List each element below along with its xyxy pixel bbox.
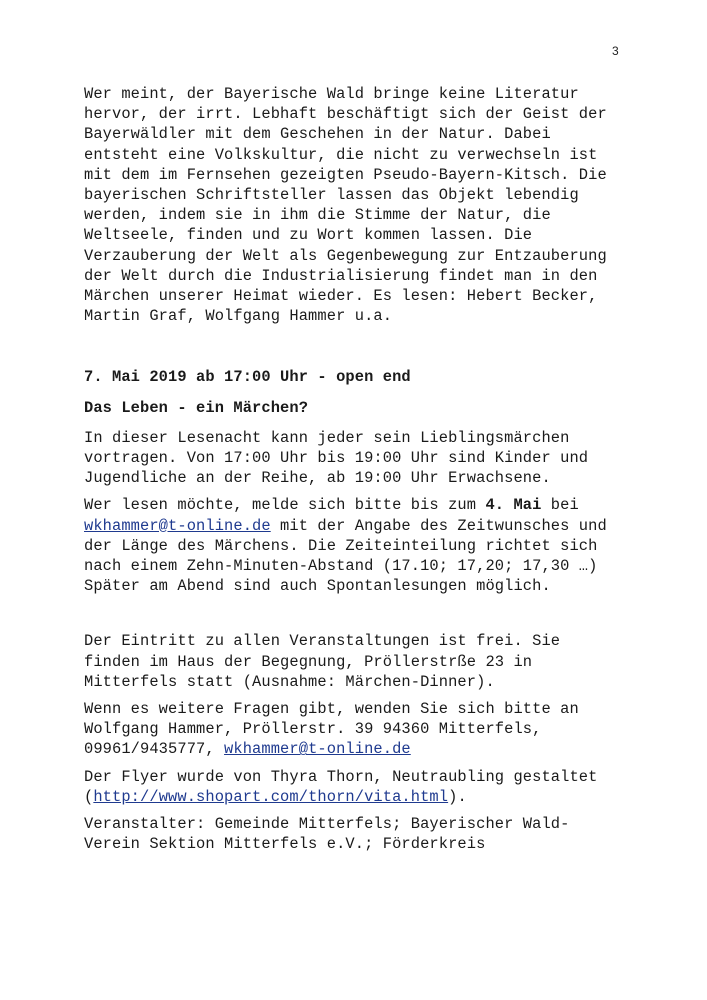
- signup-email-link[interactable]: wkhammer@t-online.de: [84, 516, 271, 535]
- spacer: [84, 333, 624, 367]
- flyer-text-after: ).: [448, 787, 467, 806]
- organizer-paragraph: Veranstalter: Gemeinde Mitterfels; Bayerischer Wald-Verein Sektion Mitterfels e.V.; Förderkreis: [84, 815, 570, 854]
- spacer: [84, 603, 624, 631]
- signup-text-before: Wer lesen möchte, melde sich bitte bis zum: [84, 496, 486, 515]
- event-description: In dieser Lesenacht kann jeder sein Lieblingsmärchen vortragen. Von 17:00 Uhr bis 19:00 Uhr sind Kinder und Jugendliche an der Reihe, ab 19:00 Uhr Erwachsene.: [84, 428, 589, 488]
- event-date-heading: 7. Mai 2019 ab 17:00 Uhr - open end: [84, 368, 411, 387]
- document-body: [84, 84, 624, 862]
- flyer-url-link[interactable]: http://www.shopart.com/thorn/vita.html: [93, 787, 449, 806]
- page-number: 3: [612, 44, 619, 58]
- contact-email-link[interactable]: wkhammer@t-online.de: [224, 740, 411, 759]
- flyer-paragraph: [84, 767, 624, 807]
- contact-text: Wenn es weitere Fragen gibt, wenden Sie sich bitte an Wolfgang Hammer, Pröllerstr. 39 94360 Mitterfels, 09961/9435777,: [84, 700, 579, 759]
- signup-text-rest: mit der Angabe des Zeitwunsches und der Länge des Märchens. Die Zeiteinteilung richtet sich nach einem Zehn-Minuten-Abstand (17.10; 17,20; 17,30 …) Später am Abend sind auch Spontanlesungen möglich.: [84, 516, 607, 596]
- flyer-text-before: Der Flyer wurde von Thyra Thorn, Neutraubling gestaltet (: [84, 767, 598, 806]
- signup-text-after: bei: [541, 496, 579, 515]
- signup-paragraph: [84, 495, 624, 596]
- contact-paragraph: [84, 699, 624, 760]
- signup-deadline: 4. Mai: [485, 496, 542, 515]
- event-title: Das Leben - ein Märchen?: [84, 398, 309, 417]
- intro-paragraph: Wer meint, der Bayerische Wald bringe keine Literatur hervor, der irrt. Lebhaft beschäftigt sich der Geist der Bayerwäldler mit dem Geschehen in der Natur. Dabei entsteht eine Volkskultur, die nicht zu verwechseln ist mit dem im Fernsehen gezeigten Pseudo-Bayern-Kitsch. Die bayerischen Schriftsteller lassen das Objekt lebendig werden, indem sie in ihm die Stimme der Natur, die Weltseele, finden und zu Wort kommen lassen. Die Verzauberung der Welt als Gegenbewegung zur Entzauberung der Welt durch die Industrialisierung findet man in den Märchen unserer Heimat wieder. Es lesen: Hebert Becker, Martin Graf, Wolfgang Hammer u.a.: [84, 85, 607, 326]
- admission-paragraph: Der Eintritt zu allen Veranstaltungen ist frei. Sie finden im Haus der Begegnung, Pröllerstrße 23 in Mitterfels statt (Ausnahme: Märchen-Dinner).: [84, 632, 561, 691]
